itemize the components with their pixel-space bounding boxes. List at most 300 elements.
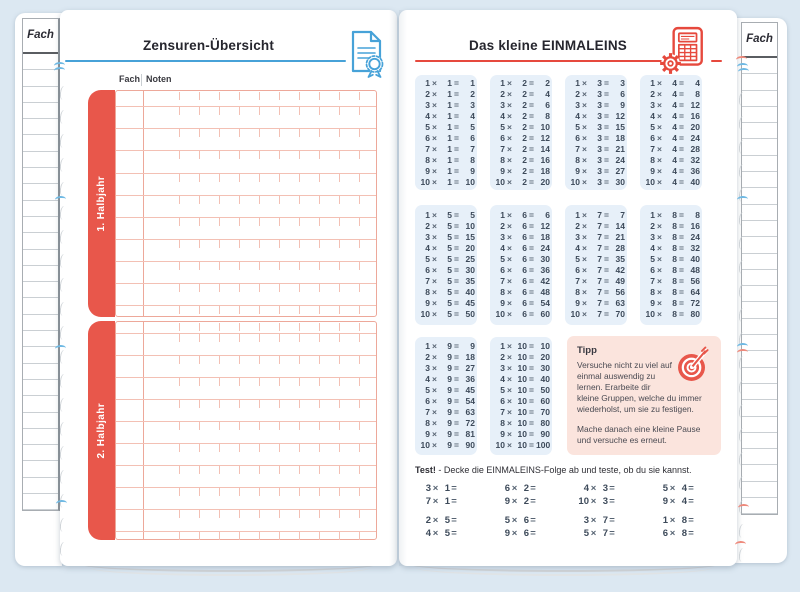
- times-table-row: [567, 221, 625, 232]
- table-value: 1: [470, 77, 475, 88]
- times-sign: ×: [582, 243, 587, 253]
- table-value: 7: [425, 407, 430, 417]
- times-table-row: [417, 254, 475, 265]
- times-sign: ×: [507, 132, 512, 143]
- table-value: 80: [540, 418, 550, 428]
- table-value: 8: [425, 154, 430, 165]
- table-value: 7: [500, 407, 505, 417]
- table-value: 4: [672, 88, 677, 99]
- times-sign: ×: [432, 385, 437, 395]
- table-value: 10: [517, 363, 527, 373]
- table-value: 2: [522, 121, 527, 132]
- table-value: 8: [695, 88, 700, 99]
- equals-sign: =: [454, 88, 459, 99]
- table-value: 6: [522, 265, 527, 275]
- table-value: 30: [540, 363, 550, 373]
- table-value: 9: [650, 298, 655, 308]
- table-value: 9: [425, 165, 430, 176]
- title-underline-blue: [65, 60, 346, 62]
- test-equation: [573, 528, 652, 541]
- table-value: 5: [650, 254, 655, 264]
- calculator-gear-icon: [657, 26, 709, 76]
- times-sign: ×: [432, 298, 437, 308]
- table-value: 10: [495, 176, 505, 187]
- test-value: 7: [602, 515, 608, 526]
- table-value: 4: [425, 110, 430, 121]
- equals-sign: =: [679, 77, 684, 88]
- edge-row: [742, 205, 777, 221]
- edge-row: [23, 250, 58, 266]
- times-table-row: [492, 243, 550, 254]
- times-table-row: [567, 265, 625, 276]
- times-table-row: [417, 407, 475, 418]
- table-value: 10: [517, 341, 527, 351]
- equals-sign: =: [530, 527, 536, 539]
- table-value: 4: [575, 243, 580, 253]
- edge-row-list: [23, 54, 58, 510]
- times-sign: ×: [432, 88, 437, 99]
- table-value: 2: [522, 132, 527, 143]
- equals-sign: =: [679, 88, 684, 99]
- table-value: 14: [615, 221, 625, 231]
- times-table-row: [417, 155, 475, 166]
- edge-row: [742, 465, 777, 481]
- edge-row: [742, 400, 777, 416]
- equals-sign: =: [604, 276, 609, 286]
- table-value: 4: [672, 77, 677, 88]
- table-value: 2: [522, 88, 527, 99]
- times-table-row: [567, 111, 625, 122]
- table-value: 2: [500, 221, 505, 231]
- times-table-row: [492, 89, 550, 100]
- table-value: 24: [615, 154, 625, 165]
- edge-row: [742, 91, 777, 107]
- table-value: 10: [465, 176, 475, 187]
- times-table-row: [492, 374, 550, 385]
- table-value: 1: [500, 210, 505, 220]
- times-table-row: [417, 177, 475, 188]
- edge-fach-column: [741, 22, 778, 515]
- table-value: 4: [425, 374, 430, 384]
- table-value: 9: [447, 352, 452, 362]
- edge-row: [742, 368, 777, 384]
- test-value: 1: [444, 495, 450, 507]
- equals-sign: =: [688, 495, 694, 507]
- tip-title: Tipp: [577, 345, 597, 356]
- times-table-row: [492, 122, 550, 133]
- edge-row: [23, 396, 58, 412]
- times-table-row: [417, 243, 475, 254]
- table-value: 5: [447, 254, 452, 264]
- table-value: 4: [672, 176, 677, 187]
- table-value: 10: [540, 341, 550, 351]
- table-value: 2: [425, 352, 430, 362]
- edge-row: [23, 380, 58, 396]
- table-value: 40: [690, 176, 700, 187]
- table-value: 7: [597, 254, 602, 264]
- table-value: 2: [522, 176, 527, 187]
- times-sign: ×: [432, 265, 437, 275]
- table-value: 1: [447, 154, 452, 165]
- edge-row: [742, 107, 777, 123]
- times-sign: ×: [432, 515, 439, 526]
- table-value: 6: [575, 132, 580, 143]
- table-value: 7: [597, 309, 602, 319]
- times-sign: ×: [507, 99, 512, 110]
- times-tables-row-1: [415, 75, 702, 190]
- times-sign: ×: [582, 232, 587, 242]
- table-value: 9: [447, 429, 452, 439]
- table-value: 10: [645, 176, 655, 187]
- times-sign: ×: [432, 143, 437, 154]
- times-table-9: [415, 337, 477, 455]
- dartboard-arrow-icon: [675, 343, 715, 385]
- table-value: 50: [540, 385, 550, 395]
- table-value: 7: [575, 143, 580, 154]
- times-table-row: [567, 210, 625, 221]
- table-value: 3: [597, 121, 602, 132]
- times-table-row: [492, 276, 550, 287]
- table-value: 16: [690, 221, 700, 231]
- times-sign: ×: [582, 88, 587, 99]
- edge-row: [742, 172, 777, 188]
- grades-grid-second-half: [115, 321, 377, 540]
- edge-row: [742, 237, 777, 253]
- edge-row: [742, 302, 777, 318]
- times-sign: ×: [432, 99, 437, 110]
- table-value: 6: [650, 265, 655, 275]
- table-value: 3: [597, 143, 602, 154]
- table-value: 4: [672, 154, 677, 165]
- edge-fach-header: Fach: [742, 23, 777, 58]
- equals-sign: =: [529, 121, 534, 132]
- table-value: 4: [672, 99, 677, 110]
- test-value: 5: [583, 527, 589, 539]
- edge-row: [23, 364, 58, 380]
- equals-sign: =: [454, 154, 459, 165]
- equals-sign: =: [454, 341, 459, 351]
- table-value: 45: [465, 385, 475, 395]
- title-underline-red: [415, 60, 662, 62]
- table-value: 28: [690, 143, 700, 154]
- table-value: 9: [500, 165, 505, 176]
- times-sign: ×: [590, 527, 597, 539]
- times-table-row: [642, 155, 700, 166]
- equals-sign: =: [454, 298, 459, 308]
- edge-row: [23, 331, 58, 347]
- table-value: 30: [615, 176, 625, 187]
- table-value: 10: [465, 221, 475, 231]
- table-value: 3: [500, 99, 505, 110]
- table-value: 1: [575, 210, 580, 220]
- times-table-row: [417, 309, 475, 320]
- times-table-row: [417, 385, 475, 396]
- times-sign: ×: [507, 429, 512, 439]
- edge-fach-header: Fach: [23, 19, 58, 54]
- table-value: 8: [672, 254, 677, 264]
- equals-sign: =: [679, 232, 684, 242]
- table-value: 12: [690, 99, 700, 110]
- times-sign: ×: [507, 243, 512, 253]
- table-value: 7: [425, 143, 430, 154]
- times-sign: ×: [657, 154, 662, 165]
- table-value: 5: [500, 385, 505, 395]
- edge-row: [23, 315, 58, 331]
- table-value: 7: [620, 210, 625, 220]
- times-sign: ×: [657, 276, 662, 286]
- times-table-row: [567, 232, 625, 243]
- test-value: 8: [681, 527, 687, 539]
- equals-sign: =: [679, 265, 684, 275]
- times-sign: ×: [507, 363, 512, 373]
- table-value: 20: [540, 176, 550, 187]
- table-value: 5: [425, 121, 430, 132]
- table-value: 6: [650, 132, 655, 143]
- edge-row: [742, 139, 777, 155]
- table-value: 3: [597, 176, 602, 187]
- times-table-row: [642, 309, 700, 320]
- table-value: 9: [425, 298, 430, 308]
- times-sign: ×: [590, 495, 597, 507]
- grid-tick-strip: [160, 378, 379, 386]
- test-value: 5: [662, 483, 668, 494]
- times-table-row: [417, 363, 475, 374]
- table-value: 7: [575, 276, 580, 286]
- test-value: 5: [444, 515, 450, 526]
- times-table-row: [417, 166, 475, 177]
- times-sign: ×: [507, 341, 512, 351]
- test-value: 3: [425, 483, 431, 494]
- grid-tick-strip: [160, 444, 379, 452]
- table-value: 2: [522, 99, 527, 110]
- times-sign: ×: [511, 495, 518, 507]
- tip-paragraph: Versuche nicht zu viel auf einmal auswendig zu lernen. Erarbeite dir kleine Gruppen, welche du immer wiederholst, um sie zu festigen.: [577, 360, 702, 414]
- test-row: [415, 515, 731, 528]
- times-sign: ×: [669, 515, 676, 526]
- grid-tick-strip: [160, 151, 379, 159]
- grid-tick-strip: [160, 92, 379, 100]
- table-value: 9: [575, 165, 580, 176]
- table-value: 10: [495, 440, 505, 450]
- edge-row-list: [742, 58, 777, 514]
- equals-sign: =: [604, 254, 609, 264]
- table-value: 56: [690, 276, 700, 286]
- test-value: 9: [662, 495, 668, 507]
- table-value: 2: [522, 143, 527, 154]
- test-value: 6: [523, 515, 529, 526]
- edge-row: [23, 478, 58, 494]
- table-value: 8: [672, 221, 677, 231]
- table-value: 4: [500, 243, 505, 253]
- table-value: 7: [425, 276, 430, 286]
- table-value: 2: [425, 88, 430, 99]
- equals-sign: =: [530, 483, 536, 494]
- times-table-row: [642, 232, 700, 243]
- table-value: 18: [465, 352, 475, 362]
- edge-row: [23, 429, 58, 445]
- times-sign: ×: [507, 407, 512, 417]
- table-value: 6: [522, 287, 527, 297]
- table-value: 1: [447, 88, 452, 99]
- table-value: 72: [690, 298, 700, 308]
- times-table-row: [492, 363, 550, 374]
- table-value: 9: [447, 396, 452, 406]
- grid-tick-strip: [160, 466, 379, 474]
- times-table-row: [492, 155, 550, 166]
- times-table-row: [492, 287, 550, 298]
- table-value: 4: [545, 88, 550, 99]
- table-value: 42: [615, 265, 625, 275]
- test-value: 2: [523, 495, 529, 507]
- times-sign: ×: [657, 254, 662, 264]
- equals-sign: =: [609, 495, 615, 507]
- table-value: 1: [447, 165, 452, 176]
- equals-sign: =: [604, 221, 609, 231]
- table-value: 8: [672, 276, 677, 286]
- edge-row: [742, 498, 777, 514]
- times-sign: ×: [582, 154, 587, 165]
- equals-sign: =: [530, 515, 536, 526]
- table-value: 6: [575, 265, 580, 275]
- table-value: 7: [597, 210, 602, 220]
- times-table-row: [492, 341, 550, 352]
- times-table-row: [417, 78, 475, 89]
- times-sign: ×: [657, 176, 662, 187]
- times-sign: ×: [432, 341, 437, 351]
- equals-sign: =: [529, 429, 534, 439]
- times-sign: ×: [582, 265, 587, 275]
- table-value: 32: [690, 154, 700, 165]
- table-value: 6: [522, 232, 527, 242]
- edge-row: [742, 482, 777, 498]
- times-sign: ×: [657, 221, 662, 231]
- table-value: 20: [540, 352, 550, 362]
- table-value: 10: [517, 440, 527, 450]
- equals-sign: =: [529, 232, 534, 242]
- table-value: 8: [575, 287, 580, 297]
- test-equation: [652, 515, 731, 528]
- times-table-row: [492, 440, 550, 451]
- edge-row: [23, 445, 58, 461]
- edge-row: [23, 266, 58, 282]
- table-value: 8: [672, 210, 677, 220]
- tip-box: [567, 336, 721, 455]
- equals-sign: =: [529, 243, 534, 253]
- table-value: 32: [690, 243, 700, 253]
- table-value: 63: [465, 407, 475, 417]
- table-value: 6: [522, 276, 527, 286]
- equals-sign: =: [529, 407, 534, 417]
- grid-tick-strip: [160, 488, 379, 496]
- table-value: 9: [447, 385, 452, 395]
- grid-tick-strip: [160, 306, 379, 314]
- table-value: 1: [447, 132, 452, 143]
- equals-sign: =: [679, 110, 684, 121]
- table-value: 36: [690, 165, 700, 176]
- times-sign: ×: [582, 110, 587, 121]
- times-sign: ×: [507, 143, 512, 154]
- table-value: 8: [500, 154, 505, 165]
- grid-tick-strip: [160, 196, 379, 204]
- table-value: 42: [540, 276, 550, 286]
- table-value: 8: [500, 287, 505, 297]
- equals-sign: =: [454, 99, 459, 110]
- equals-sign: =: [454, 363, 459, 373]
- table-value: 6: [522, 210, 527, 220]
- times-sign: ×: [507, 276, 512, 286]
- times-table-row: [642, 78, 700, 89]
- table-value: 6: [522, 309, 527, 319]
- table-value: 21: [615, 143, 625, 154]
- times-table-10: [490, 337, 552, 455]
- times-table-5: [415, 205, 477, 325]
- table-value: 20: [690, 121, 700, 132]
- times-table-row: [417, 341, 475, 352]
- times-sign: ×: [582, 77, 587, 88]
- equals-sign: =: [609, 515, 615, 526]
- equals-sign: =: [604, 99, 609, 110]
- edge-row: [23, 494, 58, 510]
- table-value: 8: [500, 418, 505, 428]
- times-table-row: [492, 111, 550, 122]
- table-value: 9: [500, 429, 505, 439]
- times-table-row: [567, 254, 625, 265]
- edge-row: [742, 433, 777, 449]
- times-table-row: [492, 407, 550, 418]
- equals-sign: =: [679, 132, 684, 143]
- table-value: 10: [517, 418, 527, 428]
- table-value: 7: [597, 221, 602, 231]
- times-sign: ×: [432, 221, 437, 231]
- equals-sign: =: [688, 515, 694, 526]
- grades-page-title: Zensuren-Übersicht: [142, 38, 275, 53]
- table-value: 1: [447, 77, 452, 88]
- times-sign: ×: [511, 527, 518, 539]
- table-value: 8: [695, 210, 700, 220]
- test-equation: [494, 515, 573, 528]
- equals-sign: =: [454, 132, 459, 143]
- test-value: 5: [504, 515, 510, 526]
- times-table-row: [492, 210, 550, 221]
- semester-1-label: 1. Halbjahr: [96, 175, 107, 232]
- times-sign: ×: [507, 309, 512, 319]
- edge-row: [742, 123, 777, 139]
- equals-sign: =: [529, 287, 534, 297]
- times-sign: ×: [507, 232, 512, 242]
- table-value: 9: [447, 341, 452, 351]
- semester-2-band: [88, 321, 115, 540]
- grid-tick-strip: [160, 107, 379, 115]
- times-table-row: [417, 111, 475, 122]
- edge-row: [742, 384, 777, 400]
- times-sign: ×: [432, 309, 437, 319]
- times-table-row: [417, 232, 475, 243]
- times-table-row: [567, 243, 625, 254]
- table-value: 3: [470, 99, 475, 110]
- table-value: 5: [470, 210, 475, 220]
- table-value: 6: [522, 243, 527, 253]
- table-value: 20: [465, 243, 475, 253]
- times-table-row: [492, 78, 550, 89]
- times-tables-row-3: [415, 337, 552, 455]
- times-sign: ×: [657, 121, 662, 132]
- equals-sign: =: [529, 352, 534, 362]
- table-value: 6: [545, 99, 550, 110]
- equals-sign: =: [529, 99, 534, 110]
- times-table-row: [417, 440, 475, 451]
- table-value: 1: [447, 143, 452, 154]
- test-value: 6: [504, 483, 510, 494]
